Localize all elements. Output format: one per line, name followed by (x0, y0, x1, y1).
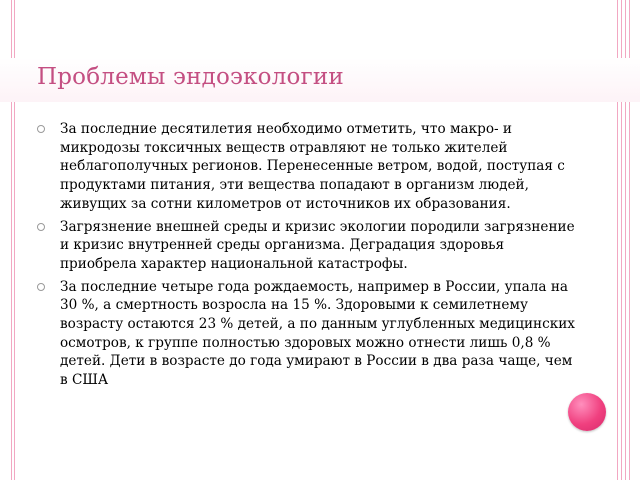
bullet-item (37, 218, 582, 274)
bullet-item (37, 278, 582, 390)
bullet-item (37, 120, 582, 214)
slide-title: Проблемы эндоэкологии (37, 64, 344, 90)
bullet-icon (37, 125, 45, 133)
bullet-text: Загрязнение внешней среды и кризис экологии породили загрязнение и кризис внутренней среды организма. Деградация здоровья приобрела характер национальной катастрофы. (60, 218, 575, 272)
bullet-icon (37, 283, 45, 291)
decorative-circle-icon (568, 393, 606, 431)
bullet-list (37, 120, 582, 394)
bullet-text: За последние десятилетия необходимо отметить, что макро- и микродозы токсичных веществ отравляют не только жителей неблагополучных регионов. Перенесенные ветром, водой, поступая с продуктами питания, эти вещества попадают в организм людей, живущих за сотни километров от источников их образования. (60, 121, 565, 212)
bullet-icon (37, 223, 45, 231)
bullet-text: За последние четыре года рождаемость, например в России, упала на 30 %, а смертность возросла на 15 %. Здоровыми к семилетнему возрасту остаются 23 % детей, а по данным углубленных медицинских осмотров, к группе полностью здоровых можно отнести лишь 0,8 % детей. Дети в возрасте до года умирают в России в два раза чаще, чем в США (60, 278, 575, 389)
